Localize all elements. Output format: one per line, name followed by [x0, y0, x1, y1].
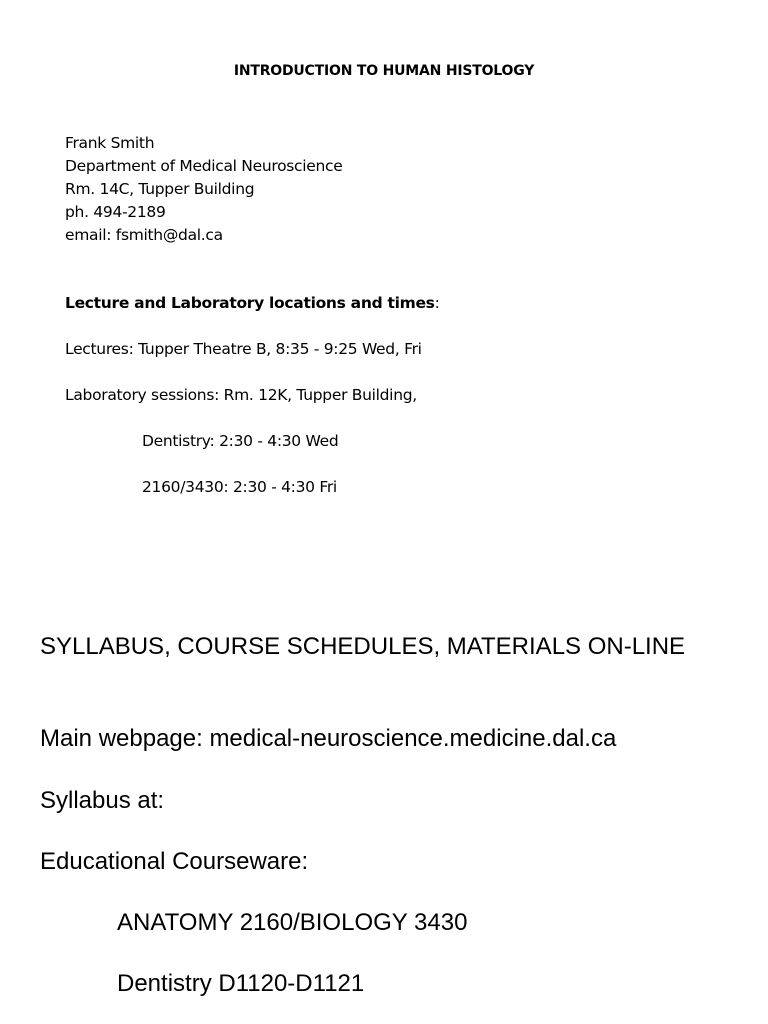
instructor-email: email: fsmith@dal.ca	[65, 226, 223, 244]
courseware-anatomy: ANATOMY 2160/BIOLOGY 3430	[117, 909, 468, 936]
online-heading: SYLLABUS, COURSE SCHEDULES, MATERIALS ON-LINE	[40, 633, 686, 660]
instructor-phone: ph. 494-2189	[65, 203, 166, 221]
main-webpage-line: Main webpage: medical-neuroscience.medicine.dal.ca	[40, 725, 617, 752]
syllabus-line: Syllabus at:	[40, 787, 165, 814]
courseware-line: Educational Courseware:	[40, 848, 309, 875]
document-title: INTRODUCTION TO HUMAN HISTOLOGY	[233, 63, 535, 79]
schedule-heading-colon: :	[434, 294, 440, 312]
instructor-name: Frank Smith	[65, 134, 155, 152]
instructor-department: Department of Medical Neuroscience	[65, 157, 343, 175]
courseware-dentistry: Dentistry D1120-D1121	[117, 970, 365, 997]
schedule-heading	[65, 294, 440, 312]
lab-2160-line: 2160/3430: 2:30 - 4:30 Fri	[142, 478, 337, 496]
lab-sessions-line: Laboratory sessions: Rm. 12K, Tupper Building,	[65, 386, 417, 404]
lab-dentistry-line: Dentistry: 2:30 - 4:30 Wed	[142, 432, 339, 450]
lectures-line: Lectures: Tupper Theatre B, 8:35 - 9:25 Wed, Fri	[65, 340, 422, 358]
instructor-room: Rm. 14C, Tupper Building	[65, 180, 255, 198]
schedule-heading-text: Lecture and Laboratory locations and times	[65, 294, 435, 312]
contact-block	[65, 132, 343, 247]
